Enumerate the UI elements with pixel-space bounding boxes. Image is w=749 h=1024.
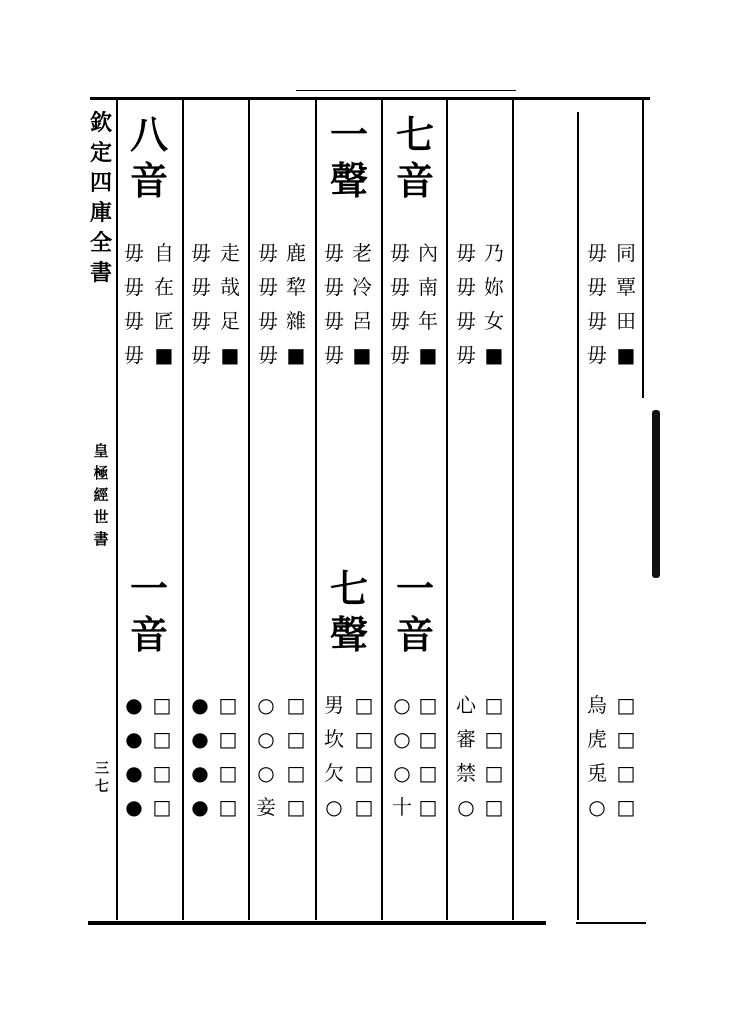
symbol: □	[286, 795, 306, 819]
heading-char: 音	[129, 612, 168, 657]
symbol: □	[484, 693, 504, 717]
column-divider	[642, 98, 644, 398]
column-divider	[512, 98, 514, 920]
char: ■	[484, 343, 504, 367]
symbol: □	[418, 761, 438, 785]
char: 毋	[587, 309, 607, 333]
char: ■	[220, 343, 240, 367]
col7-bottom-line-a	[614, 688, 638, 824]
char: 內	[418, 241, 438, 265]
col4-bottom-heading	[323, 566, 375, 658]
column-divider	[577, 112, 579, 920]
symbol: □	[286, 727, 306, 751]
column-divider	[381, 98, 383, 920]
header-char: 欽	[89, 110, 112, 136]
symbol: 烏	[587, 693, 607, 717]
char: 毋	[124, 275, 144, 299]
col2-bottom-line-b	[188, 688, 212, 824]
col2-top-line-a	[218, 236, 242, 372]
col7-top-line-a	[614, 236, 638, 372]
col3-top-line-a	[284, 236, 308, 372]
book-title-char: 書	[93, 530, 109, 548]
char: 毋	[191, 343, 211, 367]
column-divider	[315, 98, 317, 920]
binding-mark	[652, 410, 660, 578]
char: ■	[616, 343, 636, 367]
symbol: □	[152, 795, 172, 819]
symbol: □	[354, 795, 374, 819]
col4-top-line-b	[322, 236, 346, 372]
char: 哉	[220, 275, 240, 299]
char: 毋	[258, 275, 278, 299]
char: 毋	[390, 309, 410, 333]
col6-bottom-line-b	[454, 688, 478, 824]
char: ■	[154, 343, 174, 367]
char: 冷	[352, 275, 372, 299]
char: 女	[484, 309, 504, 333]
col7-bottom-line-b	[585, 688, 609, 824]
char: 毋	[456, 275, 476, 299]
col1-bottom-line-b	[122, 688, 146, 824]
symbol: 坎	[324, 727, 344, 751]
col4-bottom-line-a	[352, 688, 376, 824]
char: 毋	[191, 241, 211, 265]
char: 雜	[286, 309, 306, 333]
char: 毋	[587, 343, 607, 367]
char: 老	[352, 241, 372, 265]
char: 年	[418, 309, 438, 333]
symbol: 男	[324, 693, 344, 717]
bottom-rule-right	[576, 922, 646, 924]
heading-char: 音	[395, 612, 434, 657]
heading-char: 一	[129, 566, 168, 611]
col2-top-line-b	[189, 236, 213, 372]
char: 走	[220, 241, 240, 265]
symbol: □	[286, 761, 306, 785]
char: 南	[418, 275, 438, 299]
symbol: ●	[191, 761, 209, 785]
char: 毋	[124, 241, 144, 265]
column-divider	[182, 98, 184, 920]
symbol: 欠	[324, 761, 344, 785]
col5-bottom-line-a	[416, 688, 440, 824]
char: 匠	[154, 309, 174, 333]
col4-top-line-a	[350, 236, 374, 372]
symbol: □	[218, 761, 238, 785]
char: ■	[286, 343, 306, 367]
symbol: □	[484, 761, 504, 785]
char: 妳	[484, 275, 504, 299]
symbol: □	[616, 693, 636, 717]
symbol: ○	[393, 761, 411, 785]
page-number	[90, 760, 114, 796]
char: 田	[616, 309, 636, 333]
heading-char: 一	[329, 112, 368, 157]
column-divider	[116, 98, 118, 920]
book-title-char: 皇	[93, 442, 109, 460]
col6-top-line-b	[454, 236, 478, 372]
char: 毋	[390, 275, 410, 299]
char: 毋	[124, 343, 144, 367]
char: 乃	[484, 241, 504, 265]
col3-top-line-b	[256, 236, 280, 372]
col4-bottom-line-b	[322, 688, 346, 824]
char: 毋	[390, 241, 410, 265]
col1-top-heading	[124, 112, 174, 204]
symbol: □	[152, 761, 172, 785]
char: 毋	[390, 343, 410, 367]
char: 自	[154, 241, 174, 265]
symbol: □	[354, 693, 374, 717]
symbol: □	[484, 727, 504, 751]
symbol: □	[218, 795, 238, 819]
book-title-char: 經	[93, 486, 109, 504]
symbol: ○	[588, 795, 606, 819]
symbol: □	[616, 795, 636, 819]
col2-bottom-line-a	[216, 688, 240, 824]
char: 鹿	[286, 241, 306, 265]
header-char: 書	[89, 260, 112, 286]
char: 呂	[352, 309, 372, 333]
book-title-char: 世	[93, 508, 109, 526]
col5-bottom-line-b	[390, 688, 414, 824]
symbol: □	[286, 693, 306, 717]
col7-top-line-b	[585, 236, 609, 372]
char: 同	[616, 241, 636, 265]
book-header-title	[88, 108, 114, 288]
heading-char: 八	[129, 112, 168, 157]
symbol: ○	[457, 795, 475, 819]
char: 毋	[324, 343, 344, 367]
col6-top-line-a	[482, 236, 506, 372]
char: 毋	[124, 309, 144, 333]
symbol: □	[418, 727, 438, 751]
char: 毋	[456, 309, 476, 333]
symbol: □	[152, 727, 172, 751]
col1-top-line-a	[152, 236, 176, 372]
char: 毋	[258, 241, 278, 265]
col3-bottom-line-a	[284, 688, 308, 824]
top-rule	[90, 97, 650, 100]
char: 足	[220, 309, 240, 333]
bottom-rule	[88, 921, 546, 925]
char: 毋	[456, 241, 476, 265]
symbol: □	[152, 693, 172, 717]
col5-top-line-b	[388, 236, 412, 372]
column-divider	[446, 98, 448, 920]
header-char: 全	[89, 230, 112, 256]
col3-bottom-line-b	[254, 688, 278, 824]
symbol: 虎	[587, 727, 607, 751]
char: 犂	[286, 275, 306, 299]
symbol: 禁	[456, 761, 476, 785]
heading-char: 一	[395, 566, 434, 611]
book-title	[88, 440, 114, 550]
char: ■	[418, 343, 438, 367]
symbol: 妾	[256, 795, 276, 819]
col4-top-heading	[323, 112, 375, 204]
symbol: □	[616, 761, 636, 785]
char: 毋	[324, 309, 344, 333]
symbol: 十	[392, 795, 412, 819]
char: 毋	[456, 343, 476, 367]
symbol: ●	[125, 727, 143, 751]
col1-top-line-b	[122, 236, 146, 372]
char: ■	[352, 343, 372, 367]
symbol: □	[218, 693, 238, 717]
heading-char: 七	[395, 112, 434, 157]
symbol: □	[354, 727, 374, 751]
symbol: ●	[191, 795, 209, 819]
header-char: 四	[89, 170, 112, 196]
char: 毋	[258, 343, 278, 367]
heading-char: 七	[329, 566, 368, 611]
symbol: ○	[257, 727, 275, 751]
heading-char: 音	[395, 158, 434, 203]
symbol: □	[418, 795, 438, 819]
top-rule-thin	[296, 90, 516, 91]
col6-bottom-line-a	[482, 688, 506, 824]
col1-bottom-line-a	[150, 688, 174, 824]
symbol: ○	[257, 693, 275, 717]
page-number-text: 三七	[95, 761, 109, 795]
col1-bottom-heading	[124, 566, 174, 658]
char: 毋	[191, 309, 211, 333]
heading-char: 聲	[329, 612, 368, 657]
char: 覃	[616, 275, 636, 299]
header-char: 定	[89, 140, 112, 166]
symbol: ●	[125, 761, 143, 785]
symbol: □	[218, 727, 238, 751]
symbol: 審	[456, 727, 476, 751]
symbol: □	[616, 727, 636, 751]
symbol: ●	[191, 727, 209, 751]
char: 在	[154, 275, 174, 299]
char: 毋	[587, 275, 607, 299]
col5-bottom-heading	[389, 566, 441, 658]
symbol: □	[418, 693, 438, 717]
symbol: □	[484, 795, 504, 819]
char: 毋	[191, 275, 211, 299]
col5-top-heading	[389, 112, 441, 204]
char: 毋	[258, 309, 278, 333]
char: 毋	[324, 241, 344, 265]
heading-char: 聲	[329, 158, 368, 203]
book-title-char: 極	[93, 464, 109, 482]
char: 毋	[587, 241, 607, 265]
symbol: □	[354, 761, 374, 785]
symbol: ●	[191, 693, 209, 717]
heading-char: 音	[129, 158, 168, 203]
symbol: 心	[456, 693, 476, 717]
column-divider	[248, 98, 250, 920]
symbol: 兎	[587, 761, 607, 785]
symbol: ○	[325, 795, 343, 819]
symbol: ○	[393, 693, 411, 717]
char: 毋	[324, 275, 344, 299]
symbol: ●	[125, 795, 143, 819]
header-char: 庫	[89, 200, 112, 226]
symbol: ●	[125, 693, 143, 717]
symbol: ○	[257, 761, 275, 785]
symbol: ○	[393, 727, 411, 751]
col5-top-line-a	[416, 236, 440, 372]
